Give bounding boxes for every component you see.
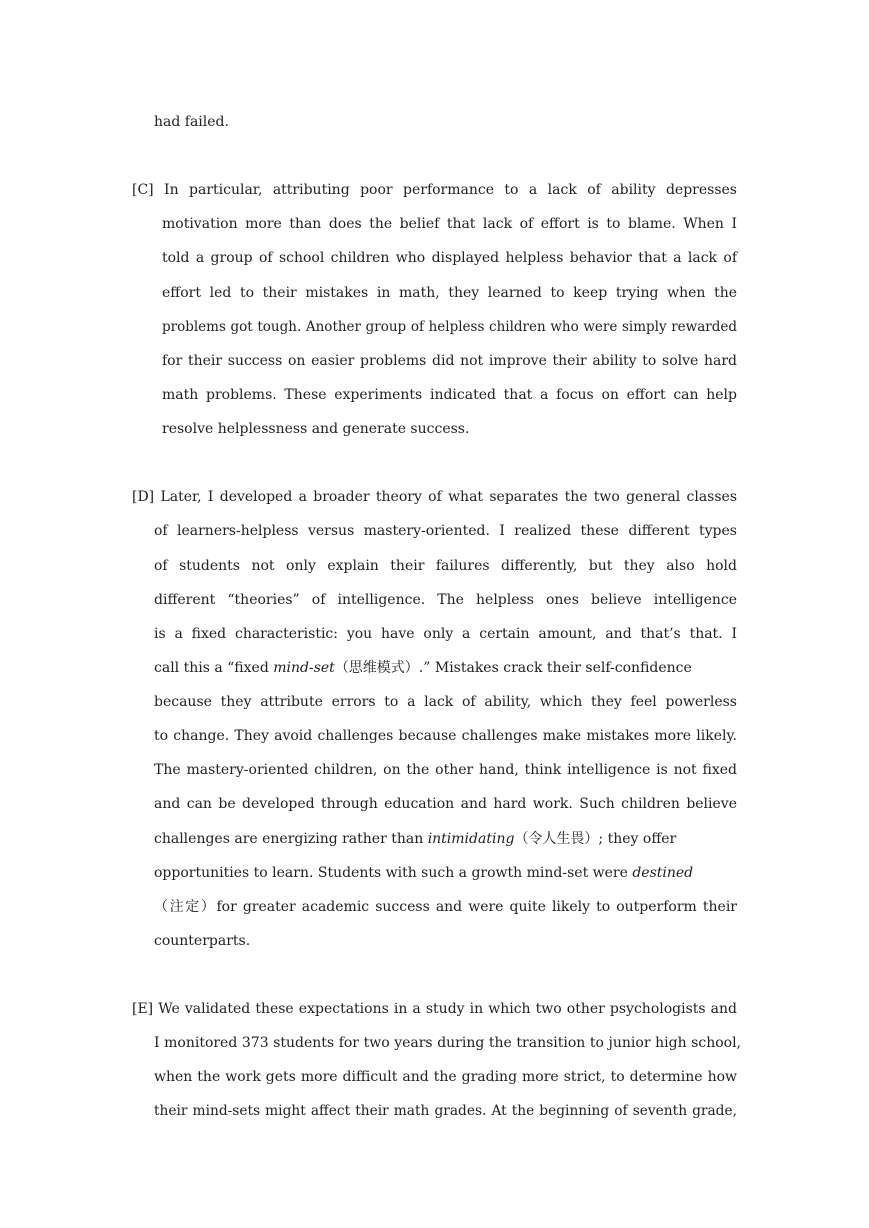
paragraph-d-line: because they attribute errors to a lack of ability, which they feel powerless: [154, 694, 737, 710]
paragraph-d-line: （注定）for greater academic success and were quite likely to outperform their: [154, 899, 737, 915]
paragraph-c-line: effort led to their mistakes in math, they learned to keep trying when the: [162, 285, 737, 301]
text-segment: （令人生畏）; they offer: [514, 831, 677, 847]
paragraph-e-line: when the work gets more difficult and the grading more strict, to determine how: [154, 1069, 737, 1085]
paragraph-d-line: and can be developed through education and hard work. Such children believe: [154, 796, 737, 812]
paragraph-c-line: resolve helplessness and generate success.: [162, 421, 470, 437]
paragraph-d-line: is a fixed characteristic: you have only a certain amount, and that’s that. I: [154, 626, 737, 642]
paragraph-d-line: different “theories” of intelligence. The helpless ones believe intelligence: [154, 592, 737, 608]
paragraph-e-line: [E] We validated these expectations in a study in which two other psychologists and: [132, 1001, 737, 1017]
paragraph-c-line: [C] In particular, attributing poor performance to a lack of ability depresses: [132, 182, 737, 198]
term-mind-set: mind-set: [273, 660, 335, 676]
term-intimidating: intimidating: [427, 831, 515, 847]
text-segment: opportunities to learn. Students with such a growth mind-set were: [154, 865, 633, 881]
paragraph-c-line: told a group of school children who displayed helpless behavior that a lack of: [162, 250, 737, 266]
paragraph-d-line: of learners-helpless versus mastery-oriented. I realized these different types: [154, 523, 737, 539]
paragraph-d-line: [154, 829, 737, 849]
paragraph-b-tail-line: had failed.: [154, 114, 229, 130]
text-segment: （思维模式）.” Mistakes crack their self-confidence: [334, 660, 692, 676]
paragraph-d-line: [154, 658, 737, 678]
text-segment: challenges are energizing rather than: [154, 831, 428, 847]
paragraph-e-line: their mind-sets might affect their math grades. At the beginning of seventh grade,: [154, 1103, 737, 1119]
term-destined: destined: [632, 865, 694, 881]
paragraph-c-line: math problems. These experiments indicated that a focus on effort can help: [162, 387, 737, 403]
paragraph-d-line: [D] Later, I developed a broader theory of what separates the two general classes: [132, 489, 737, 505]
paragraph-d-line: counterparts.: [154, 933, 251, 949]
paragraph-d-line: [154, 863, 737, 883]
paragraph-d-line: to change. They avoid challenges because challenges make mistakes more likely.: [154, 728, 737, 744]
paragraph-e-line: I monitored 373 students for two years during the transition to junior high school,: [154, 1035, 741, 1051]
text-segment: call this a “fixed: [154, 660, 274, 676]
paragraph-c-line: problems got tough. Another group of helpless children who were simply rewarded: [162, 319, 737, 335]
paragraph-d-line: The mastery-oriented children, on the other hand, think intelligence is not fixed: [154, 762, 737, 778]
paragraph-c-line: motivation more than does the belief that lack of effort is to blame. When I: [162, 216, 737, 232]
paragraph-d-line: of students not only explain their failures differently, but they also hold: [154, 558, 737, 574]
paragraph-c-line: for their success on easier problems did not improve their ability to solve hard: [162, 353, 737, 369]
